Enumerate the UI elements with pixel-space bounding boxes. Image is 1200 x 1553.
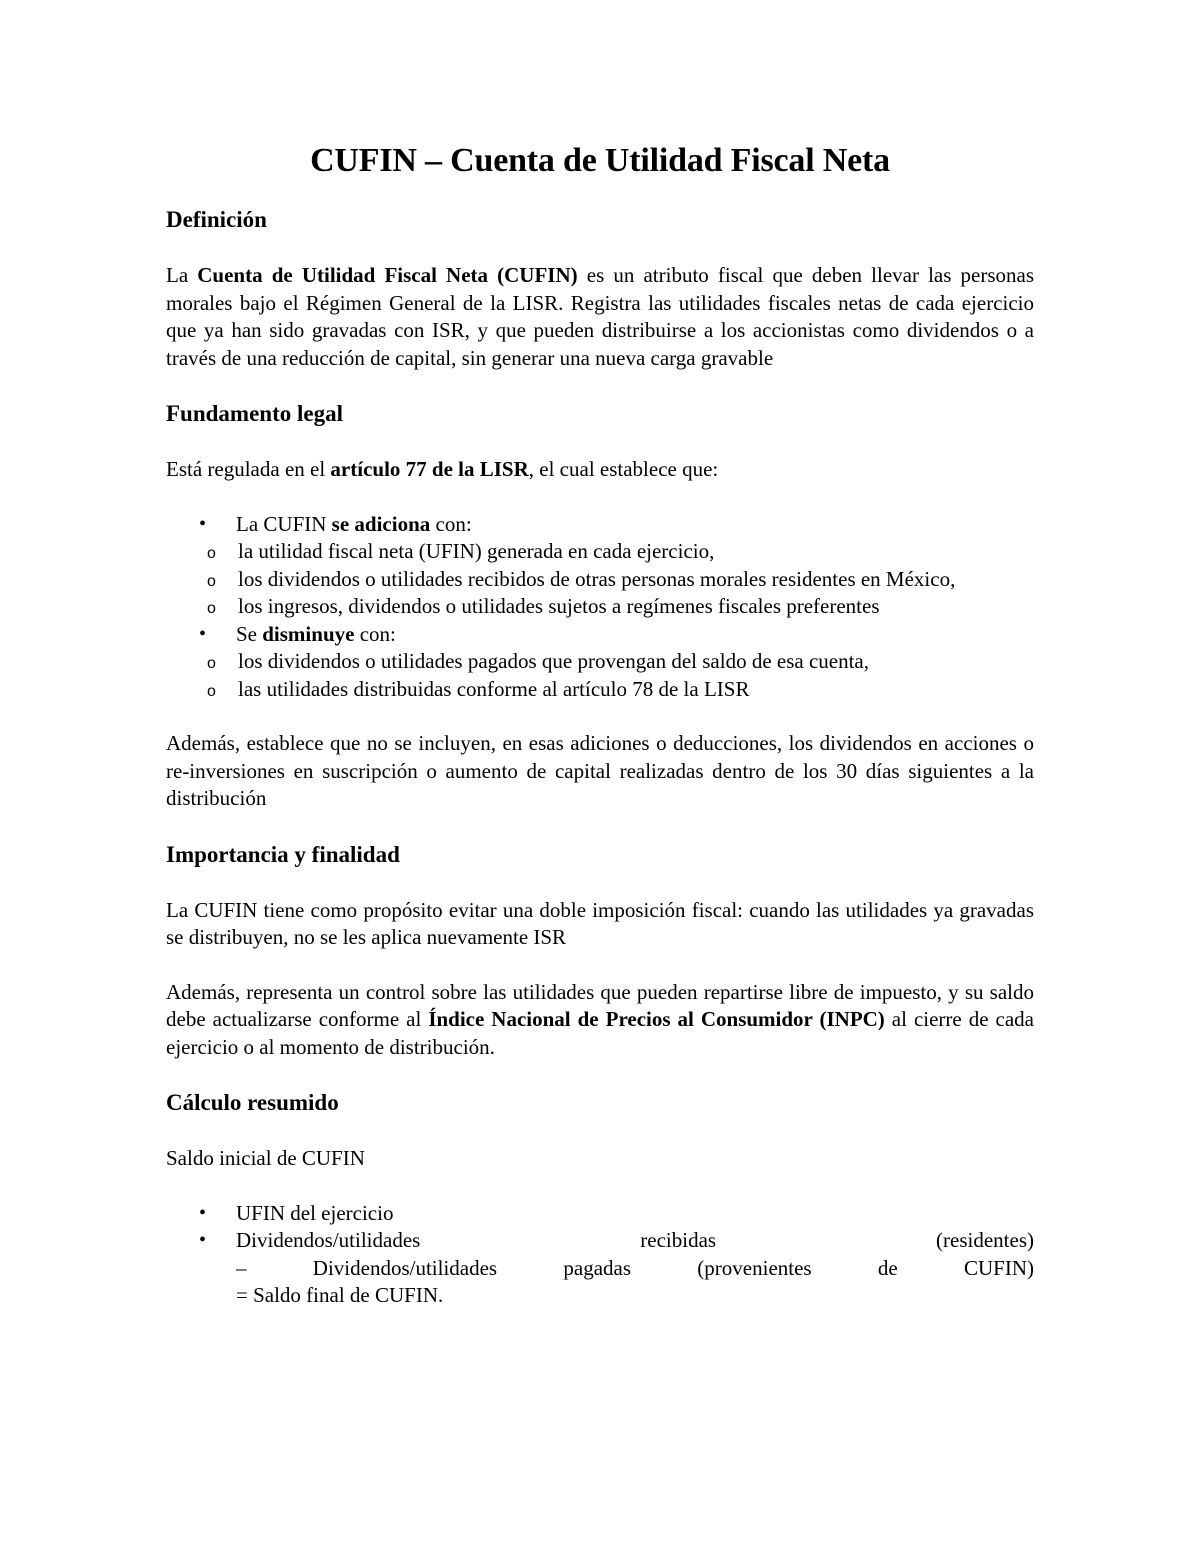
text-run: Además, representa un control sobre las utilidades que pueden repartirse libre de impuesto, y su saldo debe actualizarse conforme al xyxy=(166,979,1034,1031)
text-run: La CUFIN xyxy=(236,511,332,536)
sub-bullet-icon: o xyxy=(207,682,216,700)
importancia-paragraph-2 xyxy=(166,979,1034,1062)
sub-bullet-icon: o xyxy=(207,572,216,590)
importancia-paragraph-1: La CUFIN tiene como propósito evitar una doble imposición fiscal: cuando las utilidades ya gravadas se distribuyen, no se les aplica nuevamente ISR xyxy=(166,897,1034,949)
heading-calculo: Cálculo resumido xyxy=(166,1090,339,1115)
list-item xyxy=(166,566,1034,594)
bold-articulo-77: artículo 77 de la LISR xyxy=(330,457,529,481)
calculo-line-3: = Saldo final de CUFIN. xyxy=(236,1283,444,1307)
list-item xyxy=(166,1200,1034,1228)
calculo-line-1: Dividendos/utilidades recibidas (residentes) xyxy=(236,1228,1034,1252)
text-run: es un atributo fiscal que deben llevar las personas morales bajo el Régimen General de la LISR. Registra las utilidades fiscales netas de cada ejercicio que ya han sido gravadas con ISR, y que pueden distribuirse a los accionistas como dividendos o a través de una reducción de capital, sin generar una nueva carga gravable xyxy=(166,263,1034,370)
list-item xyxy=(166,1227,1034,1310)
fundamento-ademas-paragraph: Además, establece que no se incluyen, en esas adiciones o deducciones, los dividendos en acciones o re-inversiones en suscripción o aumento de capital realizadas dentro de los 30 días siguientes a la distribución xyxy=(166,731,1034,810)
bold-se-adiciona: se adiciona xyxy=(331,511,431,536)
calculo-bullet-list xyxy=(166,1200,1034,1310)
list-item xyxy=(166,676,1034,704)
sub-bullet-icon: o xyxy=(207,600,216,617)
saldo-inicial: Saldo inicial de CUFIN xyxy=(166,1146,365,1170)
adiciona-sublist xyxy=(166,538,1034,621)
heading-fundamento-legal: Fundamento legal xyxy=(166,401,343,426)
list-item xyxy=(166,593,1034,621)
list-item xyxy=(166,538,1034,566)
bold-disminuye: disminuye xyxy=(262,621,355,646)
bold-inpc: Índice Nacional de Precios al Consumidor (INPC) xyxy=(428,1007,885,1031)
heading-definicion: Definición xyxy=(166,207,267,232)
sub-bullet-icon: o xyxy=(207,545,216,562)
bold-term-cufin: Cuenta de Utilidad Fiscal Neta (CUFIN) xyxy=(197,263,578,287)
text-run: La xyxy=(166,263,198,287)
calculo-line-2: – Dividendos/utilidades pagadas (provenientes de CUFIN) xyxy=(236,1255,1034,1280)
bullet-icon: • xyxy=(199,622,207,645)
text-run: Se xyxy=(236,621,263,646)
document-page xyxy=(166,140,1034,1310)
bullet-icon: • xyxy=(199,512,207,535)
text-run: Está regulada en el xyxy=(166,457,331,481)
bullet-icon: • xyxy=(199,1201,207,1224)
document-title: CUFIN – Cuenta de Utilidad Fiscal Neta xyxy=(310,142,890,179)
list-item-text: UFIN del ejercicio xyxy=(236,1200,394,1225)
list-item-text: los ingresos, dividendos o utilidades sujetos a regímenes fiscales preferentes xyxy=(238,594,880,618)
list-item xyxy=(166,648,1034,676)
text-run: , el cual establece que: xyxy=(528,457,719,481)
list-item-text: los dividendos o utilidades pagados que provengan del saldo de esa cuenta, xyxy=(238,649,870,673)
heading-importancia: Importancia y finalidad xyxy=(166,841,400,867)
list-item-disminuye xyxy=(166,621,1034,704)
fundamento-bullet-list xyxy=(166,511,1034,704)
list-item-text: los dividendos o utilidades recibidos de otras personas morales residentes en México, xyxy=(238,566,956,591)
list-item-adiciona xyxy=(166,511,1034,621)
fundamento-intro xyxy=(166,456,1034,484)
list-item-text: las utilidades distribuidas conforme al artículo 78 de la LISR xyxy=(238,676,750,701)
definicion-paragraph xyxy=(166,262,1034,372)
bullet-icon: • xyxy=(199,1229,207,1251)
disminuye-sublist xyxy=(166,648,1034,703)
sub-bullet-icon: o xyxy=(207,655,216,672)
list-item-text: la utilidad fiscal neta (UFIN) generada en cada ejercicio, xyxy=(238,539,715,563)
text-run: con: xyxy=(430,511,472,536)
text-run: con: xyxy=(354,621,396,646)
text-run: al cierre de cada ejercicio o al momento de distribución. xyxy=(166,1007,1034,1059)
